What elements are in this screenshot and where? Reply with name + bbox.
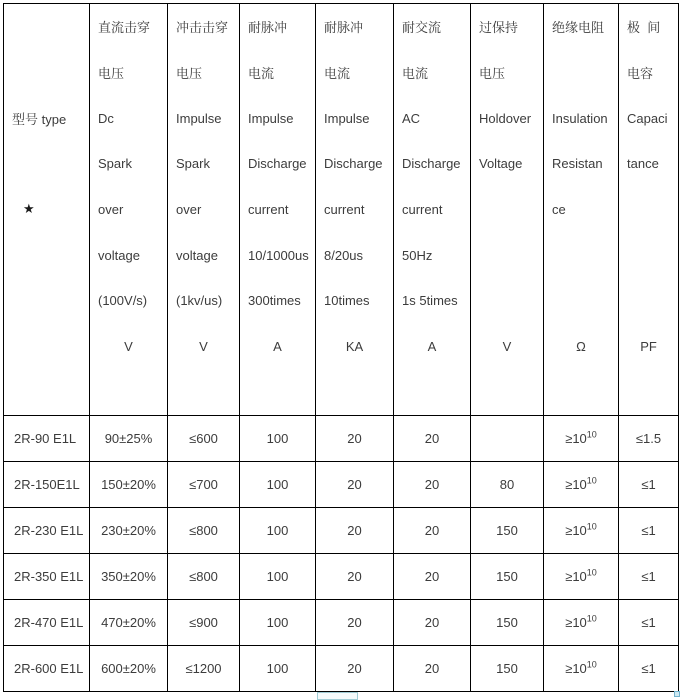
- header-line: [544, 232, 618, 278]
- insulation-exponent: 10: [586, 659, 597, 670]
- header-line: ce: [552, 201, 566, 217]
- holdover-cell: [471, 415, 544, 461]
- ac-current-cell: 20: [394, 415, 471, 461]
- header-line: [544, 278, 618, 324]
- insulation-cell: [544, 599, 619, 645]
- header-line: 电流: [324, 65, 351, 81]
- header-line: [316, 369, 393, 415]
- dc-sparkover-cell: 600±20%: [90, 645, 168, 691]
- header-line: 直流击穿: [98, 20, 151, 36]
- insulation-cell: [544, 415, 619, 461]
- capacitance-cell: ≤1: [619, 553, 679, 599]
- header-line: AC: [402, 110, 421, 126]
- header-line: Spark: [176, 156, 210, 172]
- header-line: (100V/s): [98, 293, 148, 309]
- insulation-exponent: 10: [586, 475, 597, 486]
- header-holdover-voltage: [471, 4, 544, 416]
- table-row: [4, 415, 679, 461]
- impulse-current-ka-cell: 20: [316, 599, 394, 645]
- header-line: [471, 187, 543, 233]
- header-impulse-sparkover-voltage: [168, 4, 240, 416]
- header-line: [4, 323, 89, 369]
- capacitance-cell: ≤1: [619, 645, 679, 691]
- header-line: [4, 369, 89, 415]
- impulse-current-a-cell: 100: [240, 645, 316, 691]
- header-line: [471, 369, 543, 415]
- header-line: Discharge: [324, 156, 383, 172]
- header-line: [619, 232, 678, 278]
- table-row: [4, 553, 679, 599]
- insulation-cell: [544, 645, 619, 691]
- header-unit: PF: [640, 338, 657, 354]
- impulse-current-ka-cell: 20: [316, 461, 394, 507]
- header-line: Voltage: [479, 156, 523, 172]
- insulation-cell: [544, 461, 619, 507]
- model-cell: 2R-470 E1L: [4, 599, 90, 645]
- header-line: over: [176, 201, 202, 217]
- header-dc-sparkover-voltage: [90, 4, 168, 416]
- header-line: Insulation: [552, 110, 608, 126]
- impulse-sparkover-cell: ≤700: [168, 461, 240, 507]
- header-line: [619, 369, 678, 415]
- header-unit: A: [427, 338, 437, 354]
- impulse-current-ka-cell: 20: [316, 645, 394, 691]
- header-line: [4, 50, 89, 96]
- impulse-current-a-cell: 100: [240, 415, 316, 461]
- header-line: Discharge: [248, 156, 307, 172]
- header-line: [4, 141, 89, 187]
- header-impulse-discharge-current-ka: [316, 4, 394, 416]
- capacitance-cell: ≤1: [619, 599, 679, 645]
- header-line: [90, 369, 167, 415]
- header-line: Holdover: [479, 110, 532, 126]
- header-line: 电流: [402, 65, 429, 81]
- header-line: [619, 278, 678, 324]
- header-unit: V: [502, 338, 512, 354]
- table-row: [4, 599, 679, 645]
- header-line: Capaci: [627, 110, 668, 126]
- header-unit: A: [273, 338, 282, 354]
- insulation-exponent: 10: [586, 613, 597, 624]
- header-line: [168, 369, 239, 415]
- model-cell: 2R-600 E1L: [4, 645, 90, 691]
- header-line: 过保持: [479, 20, 519, 36]
- impulse-current-a-cell: 100: [240, 461, 316, 507]
- insulation-value: ≥10: [565, 568, 587, 584]
- header-line: 电压: [479, 65, 506, 81]
- header-line: [544, 50, 618, 96]
- header-insulation-resistance: [544, 4, 619, 416]
- model-cell: 2R-350 E1L: [4, 553, 90, 599]
- insulation-exponent: 10: [586, 567, 597, 578]
- header-line: [4, 278, 89, 324]
- dc-sparkover-cell: 470±20%: [90, 599, 168, 645]
- ac-current-cell: 20: [394, 645, 471, 691]
- header-line: Impulse: [176, 110, 222, 126]
- model-cell: 2R-230 E1L: [4, 507, 90, 553]
- impulse-sparkover-cell: ≤1200: [168, 645, 240, 691]
- header-line: Impulse: [324, 110, 370, 126]
- header-line: current: [402, 201, 443, 217]
- impulse-sparkover-cell: ≤800: [168, 507, 240, 553]
- capacitance-cell: ≤1: [619, 461, 679, 507]
- header-unit: KA: [345, 338, 364, 354]
- header-line: [4, 232, 89, 278]
- header-line: Spark: [98, 156, 132, 172]
- insulation-value: ≥10: [565, 430, 587, 446]
- header-line: 电压: [98, 65, 125, 81]
- spec-table: [3, 3, 679, 692]
- header-line: 耐脉冲: [248, 20, 288, 36]
- header-line: Impulse: [248, 110, 294, 126]
- header-line: [471, 278, 543, 324]
- header-model: [4, 4, 90, 416]
- dc-sparkover-cell: 150±20%: [90, 461, 168, 507]
- holdover-cell: 150: [471, 553, 544, 599]
- ac-current-cell: 20: [394, 461, 471, 507]
- header-impulse-discharge-current-a: [240, 4, 316, 416]
- header-line: Discharge: [402, 156, 461, 172]
- header-line: 型号 type: [12, 111, 67, 127]
- header-line: over: [98, 201, 124, 217]
- impulse-current-a-cell: 100: [240, 507, 316, 553]
- header-line: voltage: [98, 247, 140, 263]
- header-line: 绝缘电阻: [552, 20, 605, 36]
- header-line: 10/1000us: [248, 247, 309, 263]
- header-line: 8/20us: [324, 247, 364, 263]
- header-line: 电流: [248, 65, 275, 81]
- header-line: [471, 232, 543, 278]
- header-unit: Ω: [576, 338, 586, 354]
- table-row: [4, 645, 679, 691]
- impulse-sparkover-cell: ≤800: [168, 553, 240, 599]
- header-line: 耐脉冲: [324, 20, 364, 36]
- capacitance-cell: ≤1.5: [619, 415, 679, 461]
- holdover-cell: 150: [471, 507, 544, 553]
- holdover-cell: 150: [471, 645, 544, 691]
- insulation-value: ≥10: [565, 476, 587, 492]
- header-line: 电压: [176, 65, 203, 81]
- insulation-cell: [544, 507, 619, 553]
- header-line: 极 间: [627, 20, 661, 36]
- header-line: 1s 5times: [402, 293, 458, 309]
- impulse-current-a-cell: 100: [240, 599, 316, 645]
- header-unit: V: [124, 338, 133, 354]
- header-line: 冲击击穿: [176, 20, 229, 36]
- impulse-current-ka-cell: 20: [316, 415, 394, 461]
- holdover-cell: 80: [471, 461, 544, 507]
- header-line: Resistan: [552, 156, 603, 172]
- impulse-current-ka-cell: 20: [316, 553, 394, 599]
- header-line: [394, 369, 470, 415]
- header-line: 50Hz: [402, 247, 433, 263]
- ac-current-cell: 20: [394, 553, 471, 599]
- header-capacitance: [619, 4, 679, 416]
- insulation-value: ≥10: [565, 660, 587, 676]
- ac-current-cell: 20: [394, 507, 471, 553]
- impulse-sparkover-cell: ≤600: [168, 415, 240, 461]
- header-line: [4, 4, 89, 50]
- insulation-exponent: 10: [586, 429, 597, 440]
- header-line: (1kv/us): [176, 293, 223, 309]
- selection-handle-corner[interactable]: [674, 691, 680, 697]
- insulation-cell: [544, 553, 619, 599]
- header-line: 10times: [324, 293, 370, 309]
- header-line: [544, 369, 618, 415]
- model-cell: 2R-150E1L: [4, 461, 90, 507]
- header-line: 耐交流: [402, 20, 442, 36]
- header-line: voltage: [176, 247, 218, 263]
- table-row: [4, 507, 679, 553]
- impulse-current-a-cell: 100: [240, 553, 316, 599]
- header-line: 电容: [627, 65, 654, 81]
- header-line: current: [324, 201, 365, 217]
- header-line: 300times: [248, 293, 301, 309]
- selection-handle-bottom[interactable]: [317, 692, 358, 700]
- header-unit: V: [199, 338, 208, 354]
- header-row: [4, 4, 679, 416]
- impulse-current-ka-cell: 20: [316, 507, 394, 553]
- header-line: [240, 369, 315, 415]
- impulse-sparkover-cell: ≤900: [168, 599, 240, 645]
- header-ac-discharge-current: [394, 4, 471, 416]
- capacitance-cell: ≤1: [619, 507, 679, 553]
- star-icon: ★: [23, 201, 35, 217]
- insulation-value: ≥10: [565, 614, 587, 630]
- ac-current-cell: 20: [394, 599, 471, 645]
- insulation-value: ≥10: [565, 522, 587, 538]
- dc-sparkover-cell: 230±20%: [90, 507, 168, 553]
- header-line: current: [248, 201, 289, 217]
- table-row: [4, 461, 679, 507]
- model-cell: 2R-90 E1L: [4, 415, 90, 461]
- holdover-cell: 150: [471, 599, 544, 645]
- dc-sparkover-cell: 350±20%: [90, 553, 168, 599]
- header-line: [619, 187, 678, 233]
- header-line: tance: [627, 156, 659, 172]
- header-line: Dc: [98, 110, 114, 126]
- dc-sparkover-cell: 90±25%: [90, 415, 168, 461]
- insulation-exponent: 10: [586, 521, 597, 532]
